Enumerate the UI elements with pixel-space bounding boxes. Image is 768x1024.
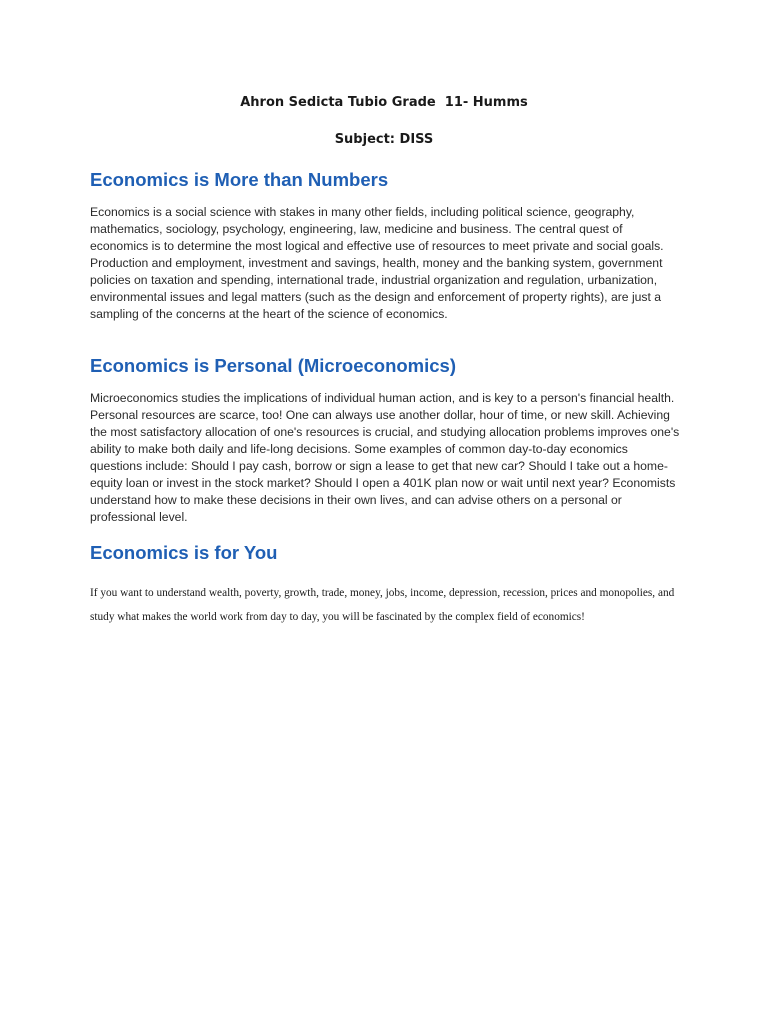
section-body-more-than-numbers: Economics is a social science with stakes in many other fields, including political science, geography, mathematics, sociology, psychology, engineering, law, medicine and business. The central quest of economics is to determine the most logical and effective use of resources to meet private and social goals. Production and employment, investment and savings, health, money and the banking system, government policies on taxation and spending, international trade, industrial organization and regulation, urbanization, environmental issues and legal matters (such as the design and enforcement of property rights), are just a sampling of the concerns at the heart of the science of economics.	[90, 205, 664, 321]
section-body-for-you: If you want to understand wealth, poverty, growth, trade, money, jobs, income, depression, recession, prices and monopolies, and study what makes the world work from day to day, you will be fascinated by the complex field of economics!	[90, 587, 675, 623]
author-line: Ahron Sedicta Tubio Grade 11- Humms	[240, 95, 528, 110]
section-heading-for-you: Economics is for You	[90, 542, 278, 563]
section-heading-more-than-numbers: Economics is More than Numbers	[90, 169, 389, 190]
section-body-personal: Microeconomics studies the implications of individual human action, and is key to a person's financial health. Personal resources are scarce, too! One can always use another dollar, hour of time, or new skill. Achieving the most satisfactory allocation of one's resources is crucial, and studying allocation problems improves one's ability to make both daily and life-long decisions. Some examples of common day-to-day economics questions include: Should I pay cash, borrow or sign a lease to get that new car? Should I take out a home-equity loan or invest in the stock market? Should I open a 401K plan now or wait until next year? Economists understand how to make these decisions in their own lives, and can advise others on a personal or professional level.	[90, 391, 680, 524]
subject-line: Subject: DISS	[334, 132, 434, 147]
section-heading-personal: Economics is Personal (Microeconomics)	[90, 355, 456, 376]
